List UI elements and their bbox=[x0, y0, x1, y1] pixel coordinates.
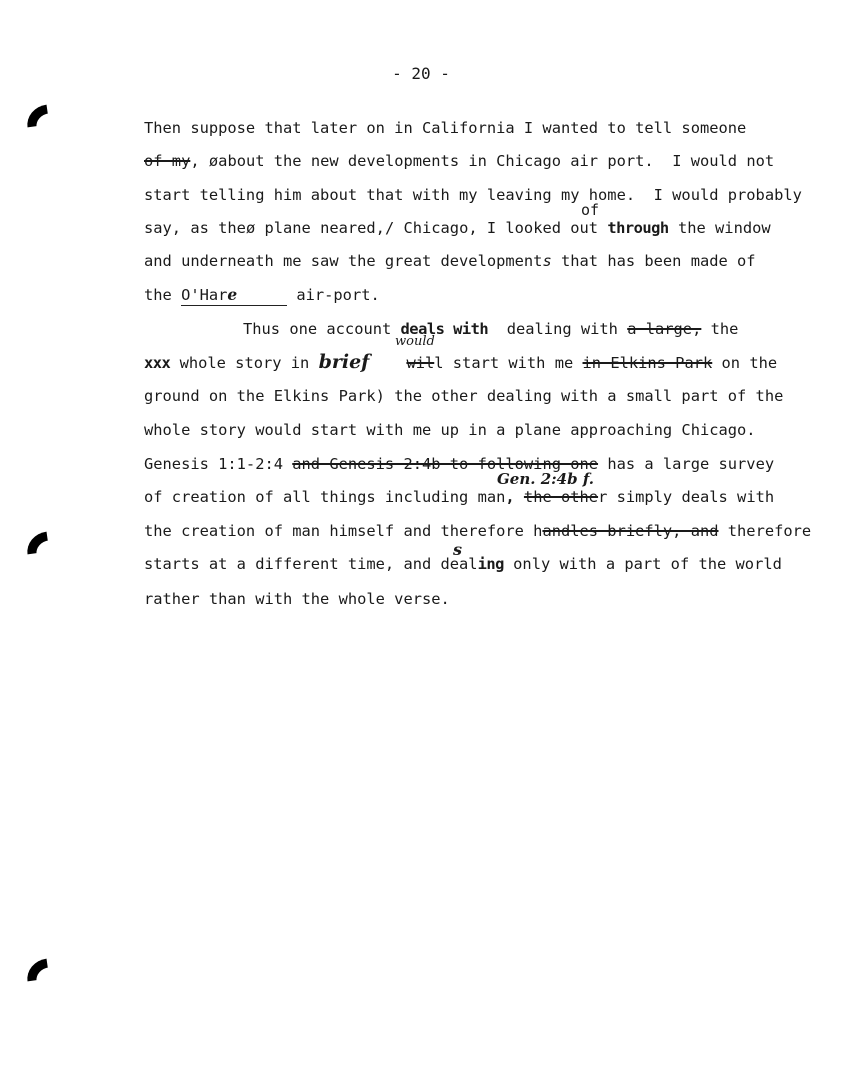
text-line-5 bbox=[144, 251, 756, 271]
text-line-13 bbox=[144, 521, 811, 541]
fill-in-blank bbox=[181, 285, 287, 306]
text: say, as the bbox=[144, 219, 246, 237]
text: plane neared,/ Chicago, I looked out bbox=[255, 219, 608, 237]
deleted-text: ø bbox=[208, 152, 219, 170]
text: O'Har bbox=[181, 286, 228, 304]
text-line-8 bbox=[144, 352, 777, 373]
text-line-9 bbox=[144, 386, 783, 406]
handwritten-insertion: would bbox=[395, 334, 435, 349]
handwritten-insertion: s bbox=[453, 540, 463, 559]
deleted-text: of my bbox=[144, 152, 191, 170]
text: about the new developments in Chicago air port. I would not bbox=[218, 152, 775, 170]
deleted-text: the othe bbox=[523, 488, 599, 506]
text: Then suppose that later on in California I wanted to tell someone bbox=[144, 119, 747, 137]
deleted-text: in Elkins Park bbox=[582, 354, 713, 372]
text: l start with me bbox=[434, 354, 583, 372]
text: air-port. bbox=[287, 286, 380, 304]
text: starts at a different time, and deal bbox=[144, 555, 478, 573]
text: , bbox=[505, 488, 524, 506]
text: r simply deals with bbox=[598, 488, 775, 506]
page-number: - 20 - bbox=[392, 64, 450, 83]
text bbox=[369, 354, 406, 372]
text: ground on the Elkins Park bbox=[144, 387, 376, 405]
punch-hole-bottom bbox=[25, 959, 50, 982]
text: dealing with bbox=[488, 320, 628, 338]
text-line-1 bbox=[144, 118, 746, 138]
text-line-4 bbox=[144, 218, 771, 238]
punch-hole-top bbox=[25, 105, 50, 128]
text-line-11 bbox=[144, 454, 774, 474]
text: of creation of all things including man bbox=[144, 488, 506, 506]
deleted-text: wil bbox=[406, 354, 435, 372]
punch-hole-middle bbox=[25, 532, 50, 555]
text: whole story would start with me up in a plane approaching Chicago. bbox=[144, 421, 756, 439]
deleted-text: through bbox=[607, 219, 669, 237]
handwritten-letter: e bbox=[227, 286, 238, 304]
text: the creation of man himself and therefore h bbox=[144, 522, 543, 540]
text: whole story in bbox=[170, 354, 319, 372]
handwritten-word: brief bbox=[318, 351, 370, 373]
text-line-15 bbox=[144, 589, 450, 609]
text-line-7 bbox=[243, 319, 738, 339]
text: the window bbox=[668, 219, 771, 237]
inserted-word: of bbox=[581, 201, 600, 219]
handwritten-mark: ) the other dealing with a small part of the bbox=[375, 387, 784, 405]
deleted-text: deals with bbox=[400, 320, 489, 338]
deleted-text: s bbox=[542, 252, 552, 270]
text: rather than with the whole verse. bbox=[144, 590, 450, 608]
deleted-text: ø bbox=[245, 219, 256, 237]
text-line-2 bbox=[144, 151, 774, 171]
text: the bbox=[701, 320, 739, 338]
text-line-6 bbox=[144, 285, 380, 306]
text: has a large survey bbox=[598, 455, 775, 473]
deleted-text: a large, bbox=[627, 320, 702, 338]
text: Thus one account bbox=[243, 320, 401, 338]
text-line-14 bbox=[144, 554, 782, 574]
deleted-text: ing bbox=[477, 555, 504, 573]
text: therefore bbox=[718, 522, 812, 540]
deleted-text: and Genesis 2:4b to following one bbox=[292, 455, 599, 473]
text: on the bbox=[712, 354, 778, 372]
deleted-text: xxx bbox=[144, 354, 171, 372]
text: , bbox=[190, 152, 209, 170]
text: only with a part of the world bbox=[503, 555, 782, 573]
deleted-text: andles briefly, and bbox=[542, 522, 719, 540]
text: that has been made of bbox=[551, 252, 756, 270]
text: Genesis 1:1-2:4 bbox=[144, 455, 293, 473]
text-line-10 bbox=[144, 420, 756, 440]
text-line-12 bbox=[144, 487, 774, 507]
text: the bbox=[144, 286, 182, 304]
text: and underneath me saw the great development bbox=[144, 252, 543, 270]
handwritten-insertion: Gen. 2:4b f. bbox=[497, 470, 594, 488]
text-line-3 bbox=[144, 185, 802, 205]
text: start telling him about that with my leaving my home. I would probably bbox=[144, 186, 802, 204]
